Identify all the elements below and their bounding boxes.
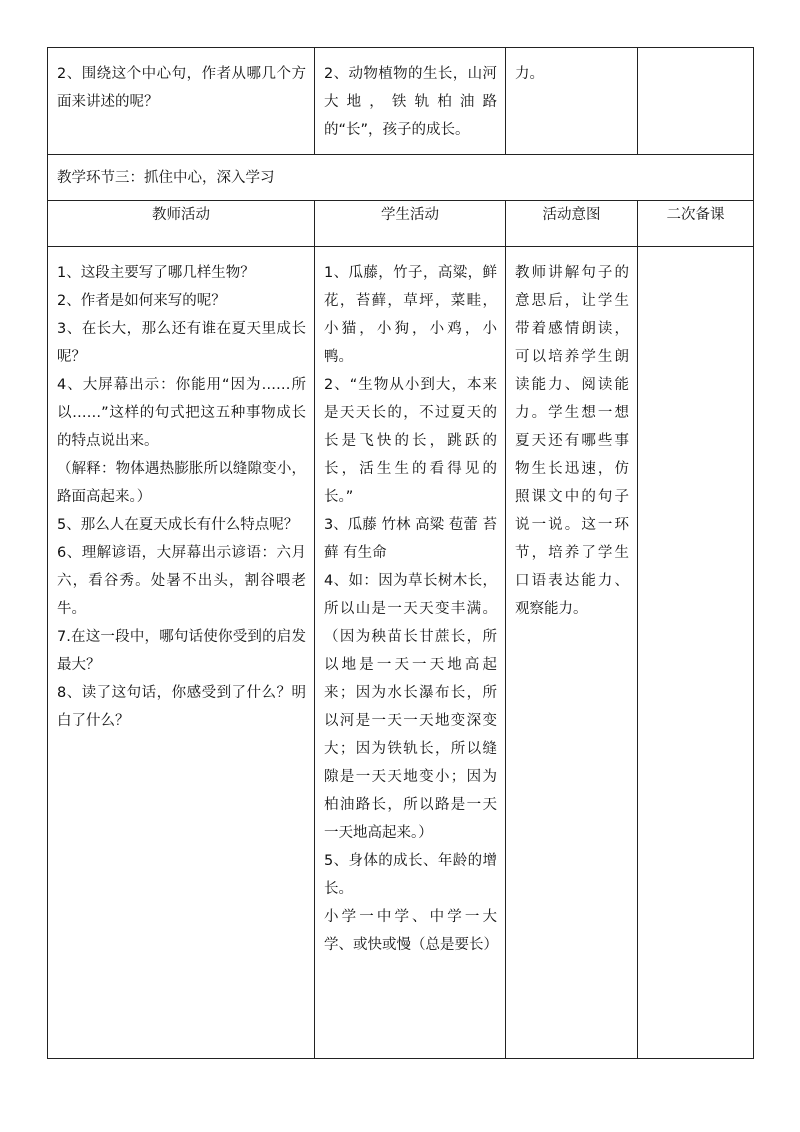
header-teacher-activity: 教师活动: [48, 201, 315, 247]
teacher-item: 5、那么人在夏天成长有什么特点呢？: [57, 517, 299, 533]
section-row: [48, 155, 754, 201]
teacher-item: 6、理解谚语，大屏幕出示谚语：六月六，看谷秀。处暑不出头，割谷喂老牛。: [57, 545, 306, 617]
student-item: 2、“生物从小到大，本来是天天长的，不过夏天的长是飞快的长，跳跃的长，活生生的看得见的长。”: [324, 377, 497, 505]
continued-intent-cell: [506, 48, 638, 155]
section-title-cell: [48, 155, 754, 201]
teacher-activity-cell: [48, 247, 315, 1059]
header-second-prep: 二次备课: [638, 201, 754, 247]
header-activity-intent: 活动意图: [506, 201, 638, 247]
continued-intent-text: 力。: [515, 66, 544, 82]
teacher-item: 8、读了这句话，你感受到了什么？明白了什么？: [57, 685, 306, 729]
continued-teacher-cell: [48, 48, 315, 155]
student-activity-list: [315, 247, 505, 967]
continued-notes-cell: [638, 48, 754, 155]
continued-student-text: 2、动物植物的生长，山河大地，铁轨柏油路的“长”，孩子的成长。: [324, 66, 497, 138]
teacher-item: 2、作者是如何来写的呢？: [57, 293, 226, 309]
teacher-item: 1、这段主要写了哪几样生物？: [57, 265, 255, 281]
second-prep-text: [638, 247, 753, 267]
header-row: [48, 201, 754, 247]
teacher-item: 4、大屏幕出示：你能用“因为……所以……”这样的句式把这五种事物成长的特点说出来。: [57, 377, 306, 449]
student-item: 5、身体的成长、年龄的增长。: [324, 853, 497, 897]
student-item: 1、瓜藤，竹子，高粱，鲜花，苔藓，草坪，菜畦，小猫，小狗，小鸡，小鸭。: [324, 265, 497, 365]
student-item: 小学一中学、中学一大学、或快或慢（总是要长）: [324, 909, 498, 953]
teacher-item: （解释：物体遇热膨胀所以缝隙变小，路面高起来。）: [57, 461, 306, 505]
activity-intent-cell: [506, 247, 638, 1059]
activity-intent-text: 教师讲解句子的意思后，让学生带着感情朗读，可以培养学生朗读能力、阅读能力。学生想一想夏天还有哪些事物生长迅速，仿照课文中的句子说一说。这一环节，培养了学生口语表达能力、观察能力。: [515, 265, 629, 617]
continued-notes-text: [638, 48, 753, 68]
teacher-item: 7.在这一段中，哪句话使你受到的启发最大？: [57, 629, 306, 673]
continued-student-cell: [315, 48, 506, 155]
continued-row: [48, 48, 754, 155]
lesson-plan-table: [47, 47, 754, 1059]
section-title: 教学环节三：抓住中心，深入学习: [57, 170, 275, 186]
student-item: 3、瓜藤 竹林 高粱 苞蕾 苔藓 有生命: [324, 517, 497, 561]
student-item: 4、如：因为草长树木长，所以山是一天天变丰满。（因为秧苗长甘蔗长，所以地是一天一天地高起来；因为水长瀑布长，所以河是一天一天地变深变大；因为铁轨长，所以缝隙是一天天地变小；因为柏油路长，所以路是一天一天地高起来。）: [324, 573, 497, 841]
second-prep-cell: [638, 247, 754, 1059]
teacher-item: 3、在长大，那么还有谁在夏天里成长呢？: [57, 321, 306, 365]
header-student-activity: 学生活动: [315, 201, 506, 247]
continued-teacher-text: 2、围绕这个中心句，作者从哪几个方面来讲述的呢？: [57, 66, 306, 110]
content-row: [48, 247, 754, 1059]
student-activity-cell: [315, 247, 506, 1059]
teacher-activity-list: [48, 247, 314, 743]
